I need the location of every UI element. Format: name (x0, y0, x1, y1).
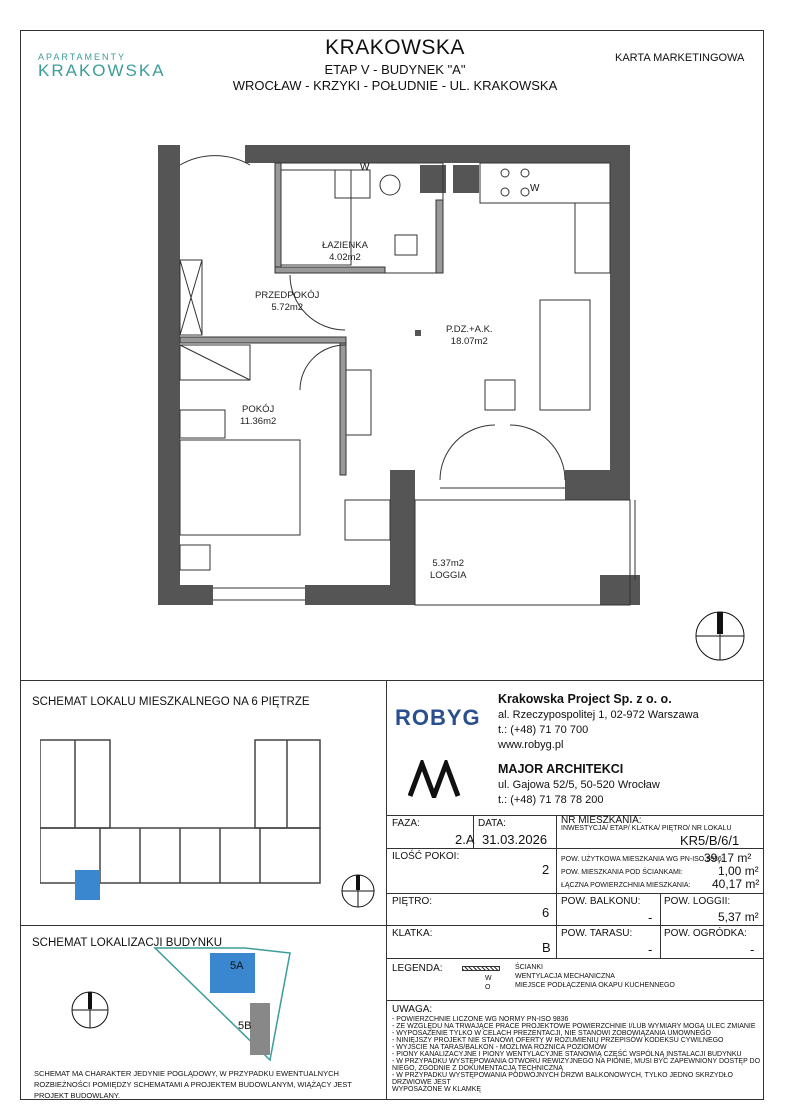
note-line: - NINIEJSZY PROJEKT NIE STANOWI OFERTY W ROZUMIENIU PRZEPISÓW KODEKSU CYWILNEGO (392, 1037, 724, 1044)
floor-label: PIĘTRO: (392, 896, 433, 907)
note-line: - POWIERZCHNIE LICZONE WG NORMY PN-ISO 9836 (392, 1016, 569, 1023)
under-value: 1,00 m² (718, 864, 759, 878)
note-line: - ZE WZGLĘDU NA TRWAJĄCE PRACE PROJEKTOWE POWIERZCHNIE I/LUB WYMIARY MOGĄ ULEC ZMIANIE (392, 1023, 756, 1030)
living-area: 18.07m2 (450, 336, 488, 347)
room-name: POKÓJ (242, 404, 275, 415)
loggia-label-cell: POW. LOGGII: (664, 896, 731, 907)
page-title: KRAKOWSKA (325, 36, 465, 59)
legend-hood-symbol: O (485, 984, 491, 991)
location-subtitle: WROCŁAW - KRZYKI - POŁUDNIE - UL. KRAKOWSKA (232, 78, 558, 93)
architect-info (498, 762, 660, 808)
legend-vent-symbol: W (485, 975, 492, 982)
legend-item-vent: WENTYLACJA MECHANICZNA (515, 973, 615, 980)
bathroom-area: 4.02m2 (329, 252, 361, 263)
under-label: POW. MIESZKANIA POD ŚCIANKAMI: (561, 869, 683, 876)
hall-name: PRZEDPOKÓJ (255, 290, 320, 301)
loggia-label (430, 558, 466, 582)
notes-label: UWAGA: (392, 1004, 433, 1015)
robyg-logo: ROBYG (395, 705, 481, 730)
note-line: WYPOSAŻONE W KLAMKĘ (392, 1086, 482, 1093)
brand-logo (38, 52, 166, 81)
vent-w-kitchen: W (530, 183, 540, 194)
note-line: - PIONY KANALIZACYJNE I PIONY WENTYLACYJNE STANOWIĄ CZĘŚĆ WSPÓLNĄ INSTALACJI BUDYNKU (392, 1051, 742, 1058)
architect-address: ul. Gajowa 52/5, 50-520 Wrocław (498, 779, 660, 791)
total-label: ŁĄCZNA POWIERZCHNIA MIESZKANIA: (561, 882, 691, 889)
building-schema-map (150, 945, 300, 1065)
developer-name: Krakowska Project Sp. z o. o. (498, 692, 672, 706)
room-area: 11.36m2 (240, 416, 277, 427)
building-a-label: 5A (230, 960, 244, 972)
date-label: DATA: (478, 818, 506, 829)
nr-value: KR5/B/6/1 (680, 833, 740, 848)
stage-subtitle: ETAP V - BUDYNEK "A" (324, 62, 466, 77)
schema-north-arrow-icon (340, 873, 376, 909)
legend-item-hood: MIEJSCE PODŁĄCZENIA OKAPU KUCHENNEGO (515, 982, 675, 989)
developer-address: al. Rzeczypospolitej 1, 02-972 Warszawa (498, 709, 699, 721)
garden-label: POW. OGRÓDKA: (664, 928, 747, 939)
faza-value: 2.A (455, 832, 475, 847)
developer-web[interactable]: www.robyg.pl (498, 739, 564, 751)
living-label (446, 324, 493, 348)
floor-value: 6 (542, 905, 550, 920)
loggia-area: 5.37m2 (432, 558, 465, 569)
date-value: 31.03.2026 (482, 832, 548, 847)
living-name: P.DZ.+A.K. (446, 324, 493, 335)
notes-list (392, 1016, 762, 1093)
architect-name: MAJOR ARCHITEKCI (498, 762, 624, 776)
floor-schema-map (40, 735, 330, 910)
note-line: - W PRZYPADKU WYSTĘPOWANIA OTWORU REWIZYJNEGO NA PIONIE, MUSI BYĆ ZAPEWNIONY DOSTĘP DO (392, 1058, 761, 1065)
building-b-label: 5B (238, 1020, 252, 1032)
architect-phone: t.: (+48) 71 78 78 200 (498, 794, 604, 806)
developer-phone: t.: (+48) 71 70 700 (498, 724, 589, 736)
developer-info (498, 692, 699, 753)
note-line: NIEGO, ZGODNIE Z DOKUMENTACJĄ TECHNICZNĄ (392, 1065, 563, 1072)
floor-schema-title: SCHEMAT LOKALU MIESZKALNEGO NA 6 PIĘTRZE (32, 696, 310, 708)
major-logo-icon (408, 760, 463, 798)
note-line: - WYJŚCIE NA TARAS/BALKON - MOŻLIWA RÓŻNICA POZIOMÓW (392, 1044, 607, 1051)
usable-value: 39,17 m² (704, 851, 752, 865)
logo-small-text: APARTAMENTY (38, 52, 127, 62)
legend-item-walls: ŚCIANKI (515, 964, 544, 971)
faza-label: FAZA: (392, 818, 420, 829)
bathroom-label (322, 240, 368, 264)
note-line: - W PRZYPADKU WYSTĘPOWANIA PODWÓJNYCH DRZWI BALKONOWYCH, TYLKO JEDNO SKRZYDŁO DRZWIOWE JEST (392, 1072, 733, 1086)
usable-label: POW. UŻYTKOWA MIESZKANIA WG PN-ISO 9836: (561, 856, 724, 863)
stair-label: KLATKA: (392, 928, 433, 939)
balcony-value: - (648, 910, 653, 925)
location-north-arrow-icon (70, 990, 110, 1030)
building-schema-title: SCHEMAT LOKALIZACJI BUDYNKU (32, 937, 223, 949)
logo-big-text: KRAKOWSKA (38, 61, 166, 80)
hall-area: 5.72m2 (271, 302, 304, 313)
loggia-name: LOGGIA (430, 570, 467, 581)
nr-label: NR MIESZKANIA: (561, 815, 642, 826)
north-arrow-icon (694, 610, 746, 662)
note-line: - WYPOSAŻENIE TYLKO W CELACH PREZENTACJI, NIE STANOWI ZOBOWIĄZANIA UMOWNEGO (392, 1030, 711, 1037)
bathroom-name: ŁAZIENKA (322, 240, 368, 251)
garden-value: - (750, 942, 755, 957)
terrace-label: POW. TARASU: (561, 928, 633, 939)
schema-disclaimer: SCHEMAT MA CHARAKTER JEDYNIE POGLĄDOWY, W PRZYPADKU EWENTUALNYCH ROZBIEŻNOŚCI POMIĘDZY SCHEMATAMI A PROJEKTEM BUDOWLANYM, WIĄŻĄCY JEST PROJEKT BUDOWLANY. (34, 1069, 352, 1100)
rooms-label: ILOŚĆ POKOI: (392, 851, 460, 862)
legend-label: LEGENDA: (392, 963, 443, 974)
hall-label (255, 290, 319, 314)
loggia-value: 5,37 m² (718, 910, 759, 924)
terrace-value: - (648, 942, 653, 957)
card-type: KARTA MARKETINGOWA (615, 52, 745, 64)
nr-sub: INWESTYCJA/ ETAP/ KLATKA/ PIĘTRO/ NR LOKALU (561, 825, 732, 832)
balcony-label: POW. BALKONU: (561, 896, 641, 907)
legend-wall-swatch (462, 966, 500, 971)
rooms-value: 2 (542, 862, 550, 877)
total-value: 40,17 m² (712, 877, 760, 891)
stair-value: B (542, 940, 551, 955)
room-label (240, 404, 276, 428)
vent-w-bathroom: W (360, 162, 370, 173)
floor-plan (150, 140, 650, 610)
